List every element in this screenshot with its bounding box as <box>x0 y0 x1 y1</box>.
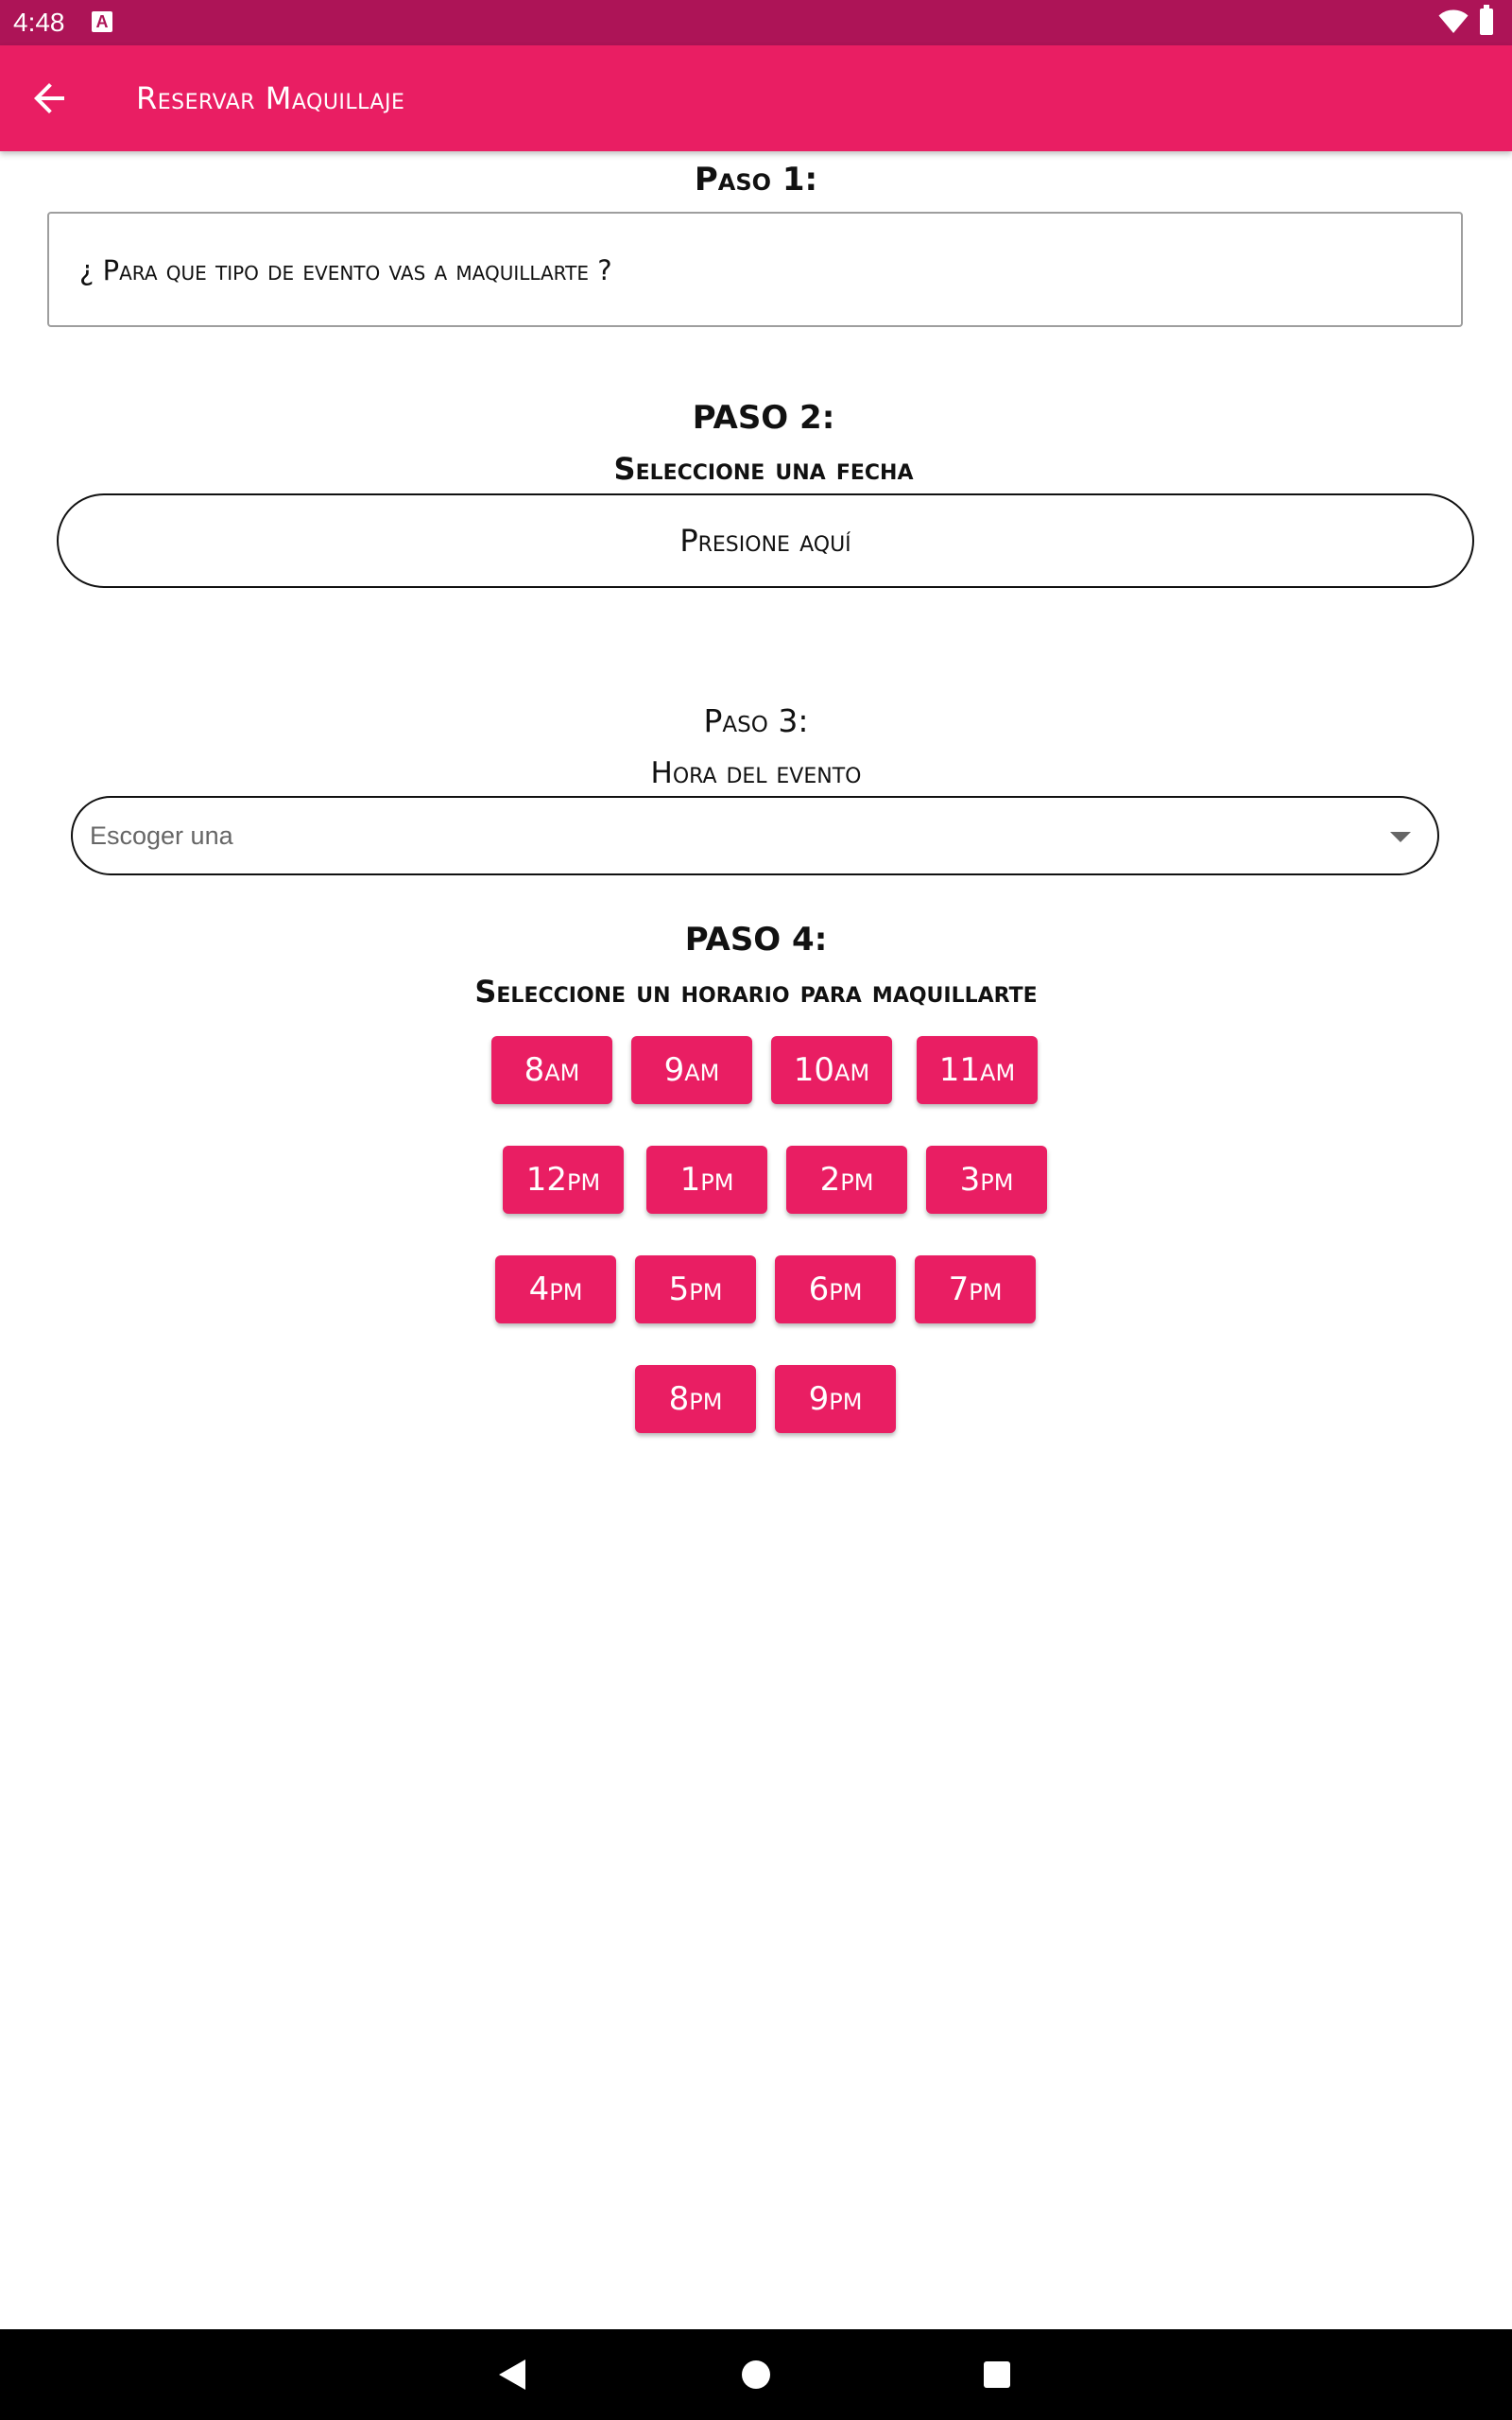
battery-icon <box>1480 9 1493 35</box>
event-type-input[interactable] <box>47 212 1463 327</box>
slot-button-12pm[interactable]: 12pm <box>503 1146 624 1214</box>
slot-button-4pm[interactable]: 4pm <box>495 1255 616 1323</box>
nav-home-icon[interactable] <box>742 2360 770 2389</box>
slot-button-10am[interactable]: 10am <box>771 1036 892 1104</box>
status-time: 4:48 <box>13 8 65 37</box>
slot-button-6pm[interactable]: 6pm <box>775 1255 896 1323</box>
slot-button-8am[interactable]: 8am <box>491 1036 612 1104</box>
slot-button-7pm[interactable]: 7pm <box>915 1255 1036 1323</box>
page-title: Reservar Maquillaje <box>136 80 405 116</box>
step2-subheading: Seleccione una fecha <box>613 451 914 487</box>
back-button[interactable] <box>26 76 72 121</box>
wifi-icon <box>1438 9 1469 34</box>
slot-button-9pm[interactable]: 9pm <box>775 1365 896 1433</box>
slot-button-11am[interactable]: 11am <box>917 1036 1038 1104</box>
slot-button-1pm[interactable]: 1pm <box>646 1146 767 1214</box>
step4-heading: PASO 4: <box>684 921 828 959</box>
slot-button-2pm[interactable]: 2pm <box>786 1146 907 1214</box>
slot-button-5pm[interactable]: 5pm <box>635 1255 756 1323</box>
select-date-button[interactable]: Presione aquí <box>57 493 1474 588</box>
app-bar <box>0 45 1512 151</box>
step2-heading: PASO 2: <box>692 399 835 437</box>
nav-recents-icon[interactable] <box>984 2361 1010 2388</box>
step4-subheading: Seleccione un horario para maquillarte <box>474 974 1038 1010</box>
navigation-bar <box>0 2329 1512 2420</box>
step3-heading: Paso 3: <box>703 702 809 739</box>
event-time-select-value: Escoger una <box>90 821 233 850</box>
event-time-select[interactable] <box>71 796 1439 875</box>
slot-button-9am[interactable]: 9am <box>631 1036 752 1104</box>
event-type-input-label: ¿ Para que tipo de evento vas a maquillarte ? <box>79 254 612 286</box>
slot-button-8pm[interactable]: 8pm <box>635 1365 756 1433</box>
arrow-back-icon <box>26 76 72 121</box>
status-bar <box>0 0 1512 45</box>
dropdown-arrow-icon <box>1390 832 1411 842</box>
step1-heading: Paso 1: <box>694 161 818 199</box>
step3-subheading: Hora del evento <box>650 756 862 790</box>
notification-a-icon: A <box>92 11 112 32</box>
slot-button-3pm[interactable]: 3pm <box>926 1146 1047 1214</box>
nav-back-icon[interactable] <box>499 2360 525 2390</box>
